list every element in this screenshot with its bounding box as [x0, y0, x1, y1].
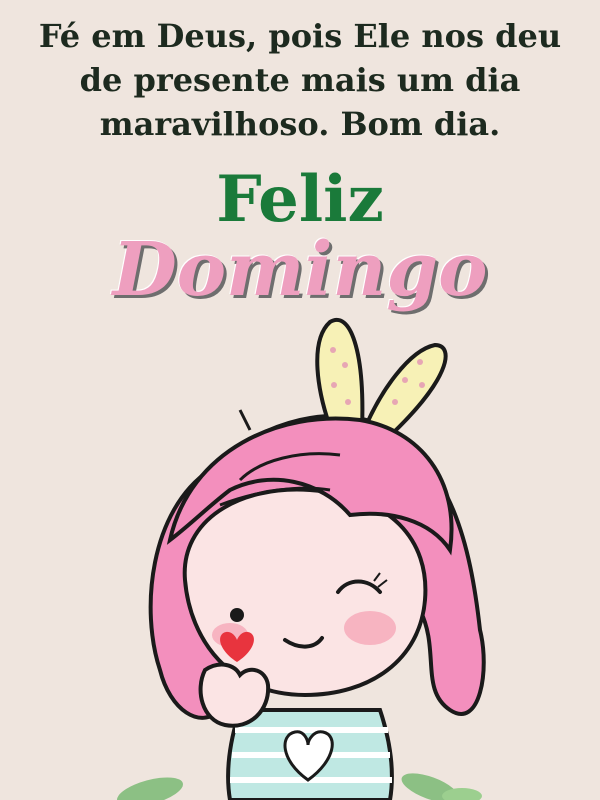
- greeting-message: [0, 14, 600, 146]
- hand: [201, 665, 269, 726]
- message-line-3: maravilhoso. Bom dia.: [99, 105, 501, 143]
- title-feliz: Feliz: [216, 162, 384, 237]
- title-domingo: Domingo: [112, 227, 488, 313]
- right-cheek: [344, 611, 396, 645]
- message-line-2: de presente mais um dia: [79, 61, 521, 99]
- left-eye: [230, 608, 244, 622]
- message-line-1: Fé em Deus, pois Ele nos deu: [38, 17, 562, 55]
- girl-illustration: [90, 310, 520, 800]
